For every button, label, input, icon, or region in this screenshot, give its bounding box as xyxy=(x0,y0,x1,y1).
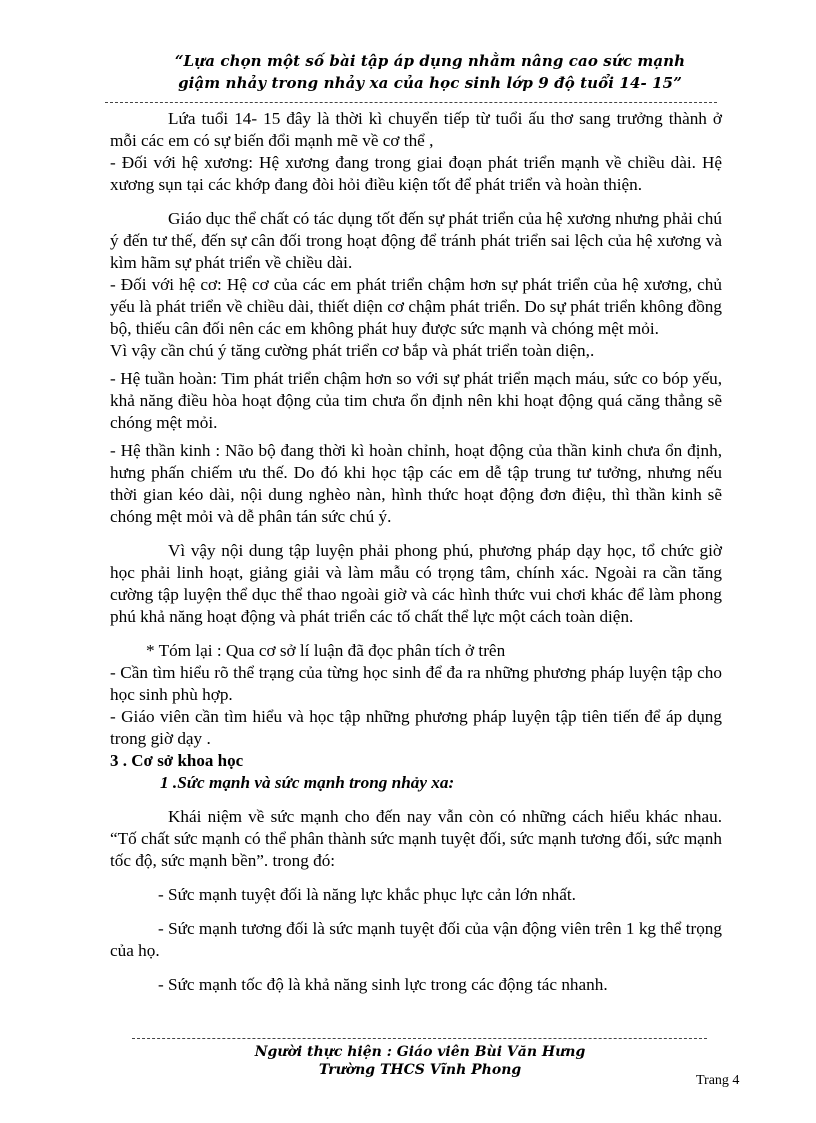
paragraph-strength-concept: Khái niệm về sức mạnh cho đến nay vẫn còn có những cách hiểu khác nhau. “Tố chất sức mạnh có thể phân thành sức mạnh tuyệt đối, sức mạnh tương đối, sức mạnh tốc độ, sức mạnh bền”. trong đó: xyxy=(110,807,722,870)
header-divider xyxy=(105,102,717,103)
paragraph-muscle-note: Vì vậy cần chú ý tăng cường phát triển cơ bắp và phát triển toàn diện,. xyxy=(110,341,595,360)
header-title-line-1: “Lựa chọn một số bài tập áp dụng nhằm nâng cao sức mạnh xyxy=(174,52,686,70)
header-title-line-2: giậm nhảy trong nhảy xa của học sinh lớp 9 độ tuổi 14- 15” xyxy=(178,74,682,92)
paragraph-summary: * Tóm lại : Qua cơ sở lí luận đã đọc phân tích ở trên xyxy=(146,641,506,660)
paragraph-nervous-system: - Hệ thần kinh : Não bộ đang thời kì hoàn chỉnh, hoạt động của thần kinh chưa ổn định, hưng phấn chiếm ưu thế. Do đó khi học tập các em dễ tập trung tư tưởng, nhưng nếu thời gian kéo dài, nội dung nghèo nàn, hình thức hoạt động đơn điệu, thì thần kinh sẽ chóng mệt mỏi và dễ phân tán sức chú ý. xyxy=(110,441,722,526)
footer-author: Người thực hiện : Giáo viên Bùi Văn Hưng xyxy=(254,1044,586,1060)
paragraph-absolute-strength: - Sức mạnh tuyệt đối là năng lực khắc phục lực cản lớn nhất. xyxy=(158,885,576,904)
section-heading: 3 . Cơ sở khoa học xyxy=(110,751,244,770)
footer-school: Trường THCS Vĩnh Phong xyxy=(318,1062,522,1078)
paragraph-training-content: Vì vậy nội dung tập luyện phải phong phú, phương pháp dạy học, tổ chức giờ học phải linh hoạt, giảng giải và làm mẫu có trọng tâm, chính xác. Ngoài ra cần tăng cường tập luyện thể dục thể thao ngoài giờ và các hình thức vui chơi khác để làm phong phú khả năng hoạt động và phát triển các tố chất thể lực một cách toàn diện. xyxy=(110,541,722,626)
paragraph-physical-education: Giáo dục thể chất có tác dụng tốt đến sự phát triển của hệ xương nhưng phải chú ý đến tư thế, đến sự cân đối trong hoạt động để tránh phát triển sai lệch của hệ xương và kìm hãm sự phát triển về chiều dài. xyxy=(110,209,722,272)
paragraph-summary-point-2: - Giáo viên cần tìm hiểu và học tập những phương pháp luyện tập tiên tiến để áp dụng trong giờ dạy . xyxy=(110,707,722,748)
page-content xyxy=(110,108,722,996)
subsection-heading: 1 .Sức mạnh và sức mạnh trong nhảy xa: xyxy=(160,773,455,792)
footer-divider xyxy=(132,1038,707,1039)
paragraph-speed-strength: - Sức mạnh tốc độ là khả năng sinh lực trong các động tác nhanh. xyxy=(158,975,608,994)
page-number: Trang 4 xyxy=(696,1073,740,1088)
paragraph-age-intro: Lứa tuổi 14- 15 đây là thời kì chuyển tiếp từ tuổi ấu thơ sang trưởng thành ở mỗi các em có sự biến đổi mạnh mẽ về cơ thể , xyxy=(110,109,722,150)
paragraph-skeletal-system: - Đối với hệ xương: Hệ xương đang trong giai đoạn phát triển mạnh về chiều dài. Hệ xương sụn tại các khớp đang đòi hỏi điều kiện tốt để phát triển và hoàn thiện. xyxy=(110,153,722,194)
paragraph-muscular-system: - Đối với hệ cơ: Hệ cơ của các em phát triển chậm hơn sự phát triển của hệ xương, chủ yếu là phát triển về chiều dài, thiết diện cơ chậm phát triển. Do sự phát triển không đồng bộ, thiếu cân đối nên các em không phát huy được sức mạnh và chóng mệt mỏi. xyxy=(110,275,722,338)
paragraph-relative-strength: - Sức mạnh tương đối là sức mạnh tuyệt đối của vận động viên trên 1 kg thể trọng của họ. xyxy=(110,919,722,960)
paragraph-summary-point-1: - Cần tìm hiểu rõ thể trạng của từng học sinh để đa ra những phương pháp luyện tập cho học sinh phù hợp. xyxy=(110,663,722,704)
paragraph-circulatory-system: - Hệ tuần hoàn: Tim phát triển chậm hơn so với sự phát triển mạch máu, sức co bóp yếu, khả năng điều hòa hoạt động của tim chưa ổn định nên khi hoạt động quá căng thẳng sẽ chóng mệt mỏi. xyxy=(110,369,722,432)
